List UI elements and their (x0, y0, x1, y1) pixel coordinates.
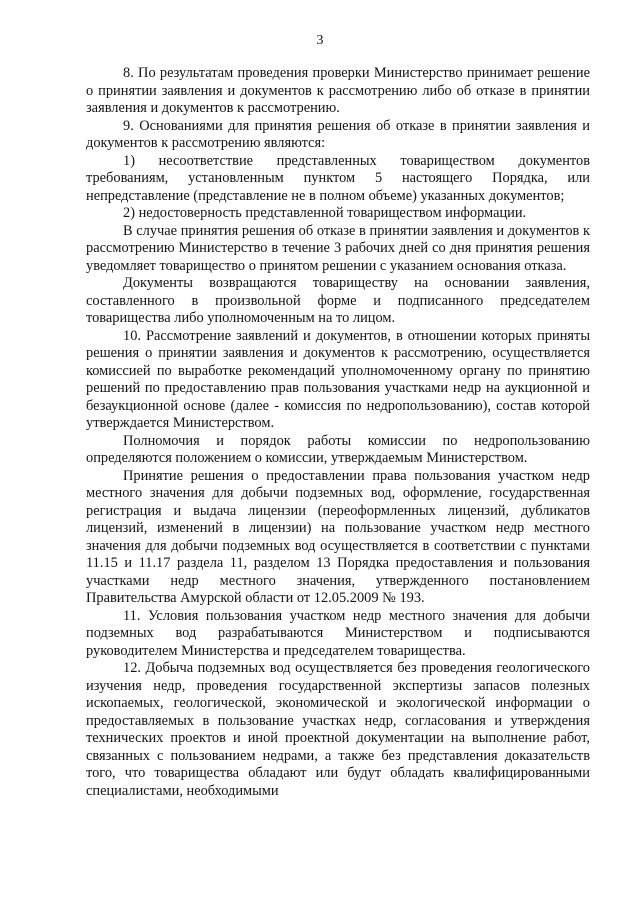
paragraph-9-item-2: 2) недостоверность представленной товариществом информации. (123, 205, 527, 221)
paragraph-9: 9. Основаниями для принятия решения об отказе в принятии заявления и документов к рассмотрению являются: (86, 117, 590, 151)
paragraph-11: 11. Условия пользования участком недр местного значения для добычи подземных вод разрабатываются Министерством и подписываются руководителем Министерства и председателем товарищества. (86, 607, 590, 659)
paragraph-8: 8. По результатам проведения проверки Министерство принимает решение о принятии заявления и документов к рассмотрению либо об отказе в принятии заявления и документов к рассмотрению. (86, 65, 590, 116)
document-body (86, 65, 590, 800)
paragraph-10: 10. Рассмотрение заявлений и документов, в отношении которых приняты решения о принятии заявления и документов к рассмотрению, осуществляется комиссией по выработке рекомендаций уполномоченному органу по принятию решений по предоставлению прав пользования участками недр на аукционной и безаукционной основе (далее - комиссия по недропользованию), состав которой утверждается Министерством. (86, 327, 590, 431)
paragraph-refusal-notice: В случае принятия решения об отказе в принятии заявления и документов к рассмотрению Министерство в течение 3 рабочих дней со дня принятия решения уведомляет товарищество о принятом решении с указанием основания отказа. (86, 222, 590, 274)
paragraph-license-decision: Принятие решения о предоставлении права пользования участком недр местного значения для добычи подземных вод, оформление, государственная регистрация и выдача лицензии (переоформленных лицензий, дубликатов лицензий, изменений в лицензии) на пользование участком недр местного значения для добычи подземных вод осуществляется в соответствии с пунктами 11.15 и 11.17 раздела 11, разделом 13 Порядка предоставления и пользования участками недр местного значения, утвержденного постановлением Правительства Амурской области от 12.05.2009 № 193. (86, 467, 590, 606)
paragraph-9-item-1: 1) несоответствие представленных товариществом документов требованиям, установленным пунктом 5 настоящего Порядка, или непредставление (представление не в полном объеме) указанных документов; (86, 152, 590, 204)
page-number: 3 (316, 33, 324, 48)
paragraph-documents-return: Документы возвращаются товариществу на основании заявления, составленного в произвольной форме и подписанного председателем товарищества либо уполномоченным на то лицом. (86, 275, 590, 326)
paragraph-commission-powers: Полномочия и порядок работы комиссии по недропользованию определяются положением о комиссии, утверждаемым Министерством. (86, 432, 590, 466)
paragraph-12: 12. Добыча подземных вод осуществляется без проведения геологического изучения недр, проведения государственной экспертизы запасов полезных ископаемых, геологической, экономической и экологической информации о предоставляемых в пользование участках недр, согласования и утверждения технических проектов и иной проектной документации на выполнение работ, связанных с пользованием недрами, а также без представления доказательств того, что товарищества обладают или будут обладать квалифицированными специалистами, необходимыми (86, 660, 590, 799)
